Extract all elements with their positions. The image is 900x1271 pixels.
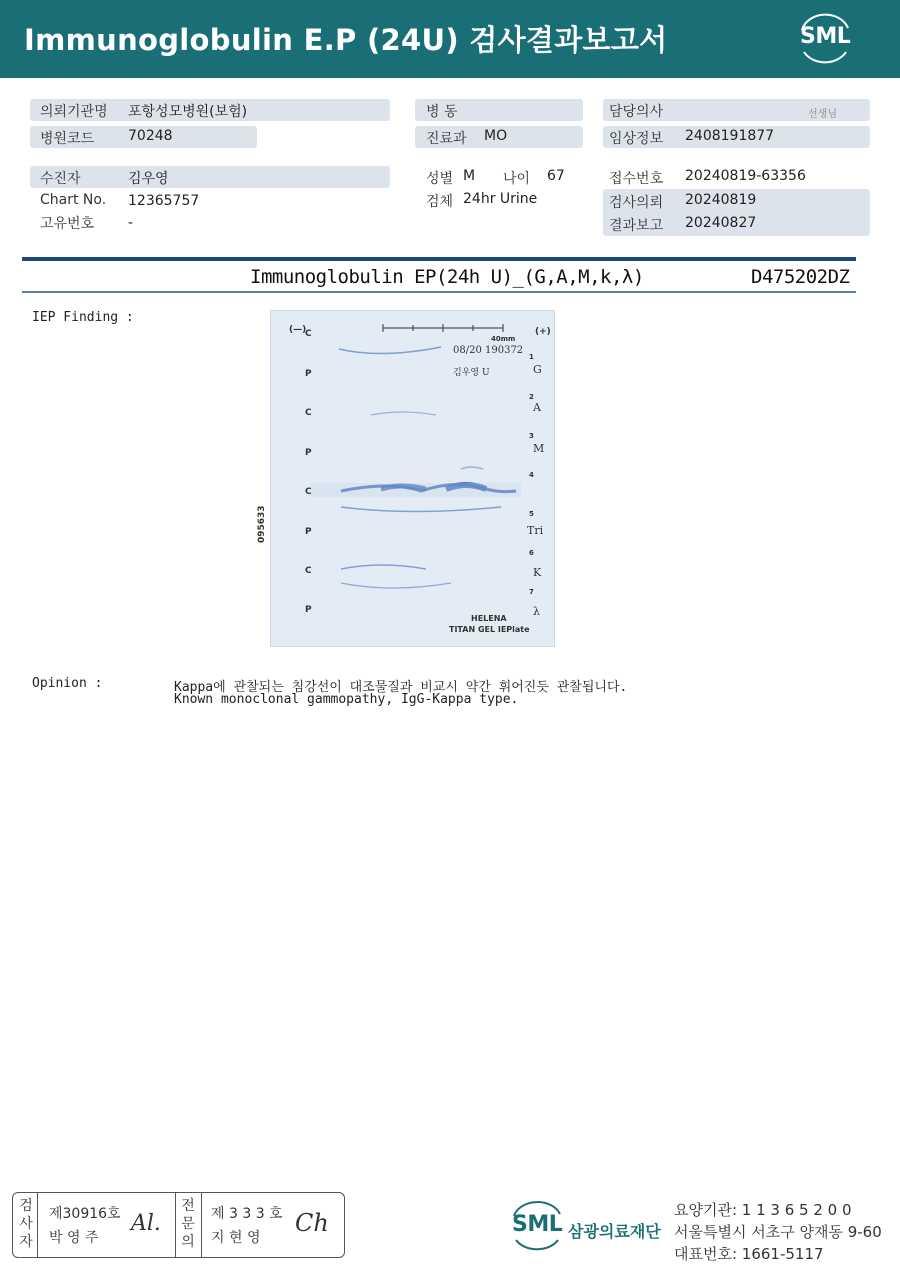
test-code: D475202DZ — [751, 266, 850, 288]
hospital-value: 포항성모병원(보험) — [128, 104, 248, 120]
specialist-license: 제 3 3 3 호 — [211, 1206, 283, 1222]
gel-positive-label: (+) — [535, 327, 551, 337]
receipt-value: 20240819-63356 — [685, 168, 806, 184]
footer-sml-logo: SML — [508, 1200, 566, 1252]
gel-right-num: 2 — [529, 393, 534, 401]
gel-side-id: 095633 — [257, 505, 267, 543]
age-value: 67 — [547, 168, 565, 184]
gel-right-num: 1 — [529, 353, 534, 361]
examiner-license: 제30916호 — [49, 1206, 121, 1222]
ward-label: 병 동 — [426, 104, 458, 120]
request-value: 20240819 — [685, 192, 757, 208]
report-value: 20240827 — [685, 215, 757, 231]
gel-left-label: P — [305, 448, 312, 458]
sex-label: 성별 — [426, 171, 454, 187]
specimen-value: 24hr Urine — [463, 191, 538, 207]
gel-scale-label: 40mm — [491, 335, 516, 343]
opinion-label: Opinion : — [32, 676, 103, 691]
footer-institution-code: 요양기관: 1 1 3 6 5 2 0 0 — [674, 1201, 852, 1219]
gel-right-label: K — [533, 566, 542, 579]
test-title: Immunoglobulin EP(24h U)_(G,A,M,k,λ) — [250, 266, 644, 288]
gel-right-label: Tri — [527, 524, 544, 537]
gel-right-num: 3 — [529, 432, 534, 440]
section-rule-top — [22, 257, 856, 261]
footer-address: 서울특별시 서초구 양재동 9-60 — [674, 1223, 882, 1241]
specialist-label: 전문의 — [181, 1198, 195, 1250]
doctor-label: 담당의사 — [609, 104, 664, 120]
doctor-suffix: 선생님 — [808, 109, 837, 120]
gel-brand: HELENA — [471, 614, 507, 623]
chart-value: 12365757 — [128, 193, 200, 209]
chart-label: Chart No. — [40, 192, 107, 208]
gel-patient-note: 김우영 U — [453, 368, 490, 378]
patient-label: 수진자 — [40, 171, 81, 187]
gel-left-label: P — [305, 605, 312, 615]
gel-date-id: 08/20 190372 — [453, 345, 524, 356]
report-label: 결과보고 — [609, 218, 664, 234]
examiner-label: 검사자 — [19, 1198, 33, 1250]
sex-value: M — [463, 168, 476, 184]
gel-right-label: G — [533, 363, 542, 376]
gel-right-num: 6 — [529, 549, 534, 557]
report-header — [0, 0, 900, 78]
request-label: 검사의뢰 — [609, 195, 664, 211]
footer-org-name: 삼광의료재단 — [568, 1222, 661, 1241]
gel-left-label: C — [305, 487, 312, 497]
specialist-signature: Ch — [295, 1209, 329, 1237]
age-label: 나이 — [503, 171, 531, 187]
clinical-value: 2408191877 — [685, 128, 775, 144]
specimen-label: 검체 — [426, 194, 454, 210]
gel-left-label: C — [305, 329, 312, 339]
patient-value: 김우영 — [128, 171, 169, 187]
gel-left-label: P — [305, 527, 312, 537]
footer-phone: 대표번호: 1661-5117 — [674, 1245, 824, 1263]
uid-label: 고유번호 — [40, 216, 95, 232]
hosp-code-label: 병원코드 — [40, 131, 95, 147]
hospital-label: 의뢰기관명 — [40, 104, 108, 120]
report-title: Immunoglobulin E.P (24U) 검사결과보고서 — [24, 23, 668, 57]
gel-right-num: 7 — [529, 588, 534, 596]
uid-value: - — [128, 215, 134, 231]
section-rule-bottom — [22, 291, 856, 293]
opinion-line-2: Known monoclonal gammopathy, IgG-Kappa type. — [174, 692, 519, 707]
clinical-label: 임상정보 — [609, 131, 664, 147]
sml-logo: SML — [794, 12, 856, 64]
gel-precipitin-bands — [271, 311, 556, 648]
gel-right-label: M — [533, 442, 545, 455]
gel-left-label: P — [305, 369, 312, 379]
gel-right-num: 4 — [529, 471, 534, 479]
gel-brand-sub: TITAN GEL IEPlate — [449, 625, 530, 634]
iep-finding-label: IEP Finding : — [32, 310, 134, 325]
receipt-label: 접수번호 — [609, 171, 664, 187]
hosp-code-value: 70248 — [128, 128, 173, 144]
dept-label: 진료과 — [426, 131, 467, 147]
gel-right-label: A — [533, 401, 541, 414]
signature-box — [12, 1192, 345, 1258]
patient-bar — [30, 166, 390, 188]
specialist-name: 지 현 영 — [211, 1230, 261, 1246]
gel-negative-label: (—) — [289, 325, 307, 335]
gel-left-label: C — [305, 408, 312, 418]
examiner-name: 박 영 주 — [49, 1230, 99, 1246]
gel-right-num: 5 — [529, 510, 534, 518]
gel-right-label: λ — [533, 605, 540, 618]
dept-value: MO — [484, 128, 508, 144]
examiner-signature: Al. — [131, 1211, 161, 1236]
iep-gel-image — [257, 310, 555, 647]
opinion-line-1: Kappa에 관찰되는 침강선이 대조물질과 비교시 약간 휘어진듯 관찰됩니다. — [174, 680, 628, 695]
gel-left-label: C — [305, 566, 312, 576]
